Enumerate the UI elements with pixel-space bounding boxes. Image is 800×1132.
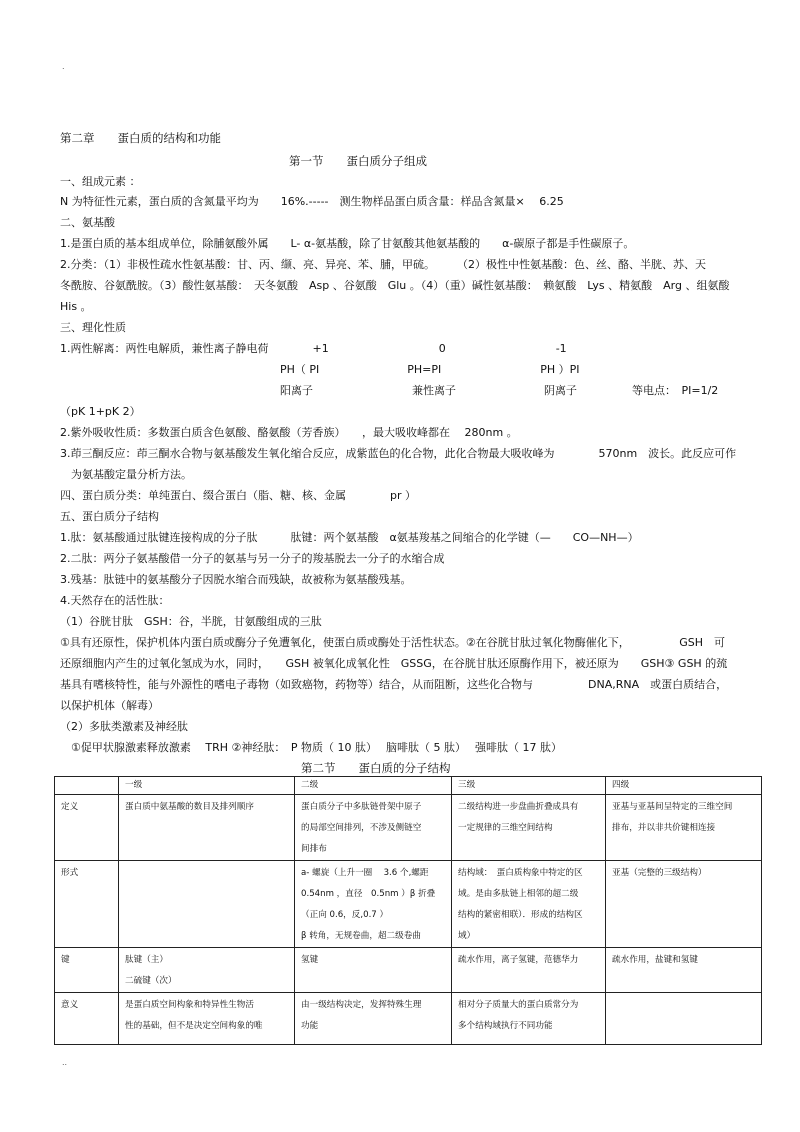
cell-line: 0.54nm ，直径 0.5nm ）β 折叠	[301, 889, 436, 899]
cell-line: 亚基与亚基间呈特定的三维空间	[612, 802, 733, 812]
table-header-cell	[55, 777, 119, 795]
text-line: 二、氨基酸	[60, 216, 115, 229]
cell-line: 由一级结构决定，发挥特殊生理	[301, 1000, 422, 1010]
text-line: （pK 1+pK 2）	[60, 405, 141, 418]
table-cell	[295, 948, 452, 993]
table-header-cell: 一级	[119, 777, 295, 795]
text-line: ①具有还原性，保护机体内蛋白质或酶分子免遭氧化，使蛋白质或酶处于活性状态。②在谷胱甘肽过氧化物酶催化下， GSH 可	[60, 636, 725, 649]
table-cell	[295, 861, 452, 948]
table-cell	[295, 993, 452, 1045]
text-line: 4.天然存在的活性肽：	[60, 594, 170, 607]
text-line: PH（ PI PH=PI PH ）PI	[60, 363, 580, 376]
text-line: （2）多肽类激素及神经肽	[60, 720, 188, 733]
text-line: 阳离子 兼性离子 阴离子 等电点： PI=1/2	[60, 384, 719, 397]
cell-line: 结构的紧密相联）．形成的结构区	[458, 910, 583, 920]
text-line: 2.二肽：两分子氨基酸借一分子的氨基与另一分子的羧基脱去一分子的水缩合成	[60, 552, 445, 565]
table-row	[55, 795, 762, 861]
cell-line: 排布，并以非共价键相连接	[612, 823, 716, 833]
table-cell	[452, 993, 606, 1045]
cell-line: 功能	[301, 1021, 319, 1031]
table-cell	[452, 795, 606, 861]
text-line: （1）谷胱甘肽 GSH：谷，半胱，甘氨酸组成的三肽	[60, 615, 322, 628]
cell-line: （正向 0.6，反,0.7 ）	[301, 910, 389, 920]
table-header-cell: 三级	[452, 777, 606, 795]
cell-line: 一定规律的三维空间结构	[458, 823, 553, 833]
cell-line: 二级结构进一步盘曲折叠成具有	[458, 802, 579, 812]
cell-line: β 转角，无规卷曲，超二级卷曲	[301, 931, 421, 941]
table-row	[55, 861, 762, 948]
cell-line: 性的基础，但不是决定空间构象的唯	[125, 1021, 263, 1031]
table-header-row	[55, 777, 762, 795]
text-line: 2.分类：（1）非极性疏水性氨基酸：甘、丙、缬、亮、异亮、苯、脯，甲硫。 （2）极性中性氨基酸：色、丝、酪、半胱、苏、天	[60, 258, 706, 271]
text-line: 三、理化性质	[60, 321, 126, 334]
text-line: 1.肽：氨基酸通过肽键连接构成的分子肽 肽键：两个氨基酸 α氨基羧基之间缩合的化学键（— CO—NH—）	[60, 531, 639, 544]
section-1-title: 第一节 蛋白质分子组成	[289, 154, 427, 168]
table-cell	[295, 795, 452, 861]
row-label: 意义	[55, 993, 119, 1045]
text-line: His 。	[60, 300, 92, 313]
cell-line: 是蛋白质空间构象和特异性生物活	[125, 1000, 254, 1010]
table-cell	[452, 861, 606, 948]
row-label: 定义	[55, 795, 119, 861]
corner-mark-top: .	[62, 62, 65, 71]
table-row	[55, 993, 762, 1045]
text-line: 1.两性解离：两性电解质，兼性离子静电荷 +1 0 -1	[60, 342, 567, 355]
cell-line: 蛋白质分子中多肽链骨架中原子	[301, 802, 422, 812]
text-line: ①促甲状腺激素释放激素 TRH ②神经肽： P 物质（ 10 肽） 脑啡肽（ 5 肽） 强啡肽（ 17 肽）	[60, 741, 562, 754]
cell-line: 域。是由多肽链上相邻的超二级	[458, 889, 579, 899]
text-line: 为氨基酸定量分析方法。	[60, 468, 192, 481]
text-line: N 为特征性元素，蛋白质的含氮量平均为 16%.----- 测生物样品蛋白质含量：样品含氮量× 6.25	[60, 195, 564, 208]
table-cell	[606, 993, 762, 1045]
table-cell	[606, 948, 762, 993]
cell-line: 二硫键（次）	[125, 976, 177, 986]
table-cell	[119, 993, 295, 1045]
text-line: 3.残基：肽链中的氨基酸分子因脱水缩合而残缺，故被称为氨基酸残基。	[60, 573, 412, 586]
cell-line: 疏水作用，离子氢键，范德华力	[458, 955, 579, 965]
text-line: 2.紫外吸收性质：多数蛋白质含色氨酸、酪氨酸（芳香族） ，最大吸收峰都在 280nm 。	[60, 426, 518, 439]
row-label: 形式	[55, 861, 119, 948]
text-line: 四、蛋白质分类：单纯蛋白、缀合蛋白（脂、糖、核、金属 pr ）	[60, 489, 416, 502]
table-header-cell: 二级	[295, 777, 452, 795]
table-cell	[452, 948, 606, 993]
cell-line: 的局部空间排列，不涉及侧链空	[301, 823, 422, 833]
cell-line: 氢键	[301, 955, 319, 965]
text-line: 3.茚三酮反应：茚三酮水合物与氨基酸发生氧化缩合反应，成紫蓝色的化合物，此化合物最大吸收峰为 570nm 波长。此反应可作	[60, 447, 737, 460]
cell-line: 疏水作用，盐键和氢键	[612, 955, 698, 965]
text-line: 冬酰胺、谷氨酰胺。（3）酸性氨基酸： 天冬氨酸 Asp 、谷氨酸 Glu 。（4）（重）碱性氨基酸： 赖氨酸 Lys 、精氨酸 Arg 、组氨酸	[60, 279, 730, 292]
cell-line: 域）	[458, 931, 476, 941]
table-cell	[119, 795, 295, 861]
table-header-cell: 四级	[606, 777, 762, 795]
cell-line: 蛋白质中氨基酸的数目及排列顺序	[125, 802, 254, 812]
text-line: 基具有嗜核特性，能与外源性的嗜电子毒物（如致癌物，药物等）结合，从而阻断，这些化合物与 DNA,RNA 或蛋白质结合，	[60, 678, 728, 691]
cell-line: 间排布	[301, 844, 327, 854]
structure-table	[54, 776, 762, 1045]
text-line: 五、蛋白质分子结构	[60, 510, 159, 523]
table-cell	[606, 795, 762, 861]
cell-line: 结构域： 蛋白质构象中特定的区	[458, 868, 583, 878]
table-cell	[119, 861, 295, 948]
text-line: 1.是蛋白质的基本组成单位，除脯氨酸外属 L- α-氨基酸，除了甘氨酸其他氨基酸的 α-碳原子都是手性碳原子。	[60, 237, 635, 250]
table-row	[55, 948, 762, 993]
section-2-title: 第二节 蛋白质的分子结构	[301, 761, 451, 775]
text-line: 以保护机体（解毒）	[60, 699, 159, 712]
corner-mark-bottom: ..	[62, 1058, 68, 1067]
text-line: 还原细胞内产生的过氧化氢成为水，同时， GSH 被氧化成氧化性 GSSG，在谷胱甘肽还原酶作用下，被还原为 GSH③ GSH 的巯	[60, 657, 728, 670]
cell-line: 相对分子质量大的蛋白质常分为	[458, 1000, 579, 1010]
table-cell	[119, 948, 295, 993]
text-line: 一、组成元素 ：	[60, 175, 141, 188]
cell-line: 亚基（完整的三级结构）	[612, 868, 707, 878]
cell-line: 肽键（主）	[125, 955, 168, 965]
chapter-title: 第二章 蛋白质的结构和功能	[60, 131, 221, 145]
row-label: 键	[55, 948, 119, 993]
cell-line: 多个结构域执行不同功能	[458, 1021, 553, 1031]
cell-line: a- 螺旋（上升一圈 3.6 个,螺距	[301, 868, 429, 878]
table-cell	[606, 861, 762, 948]
